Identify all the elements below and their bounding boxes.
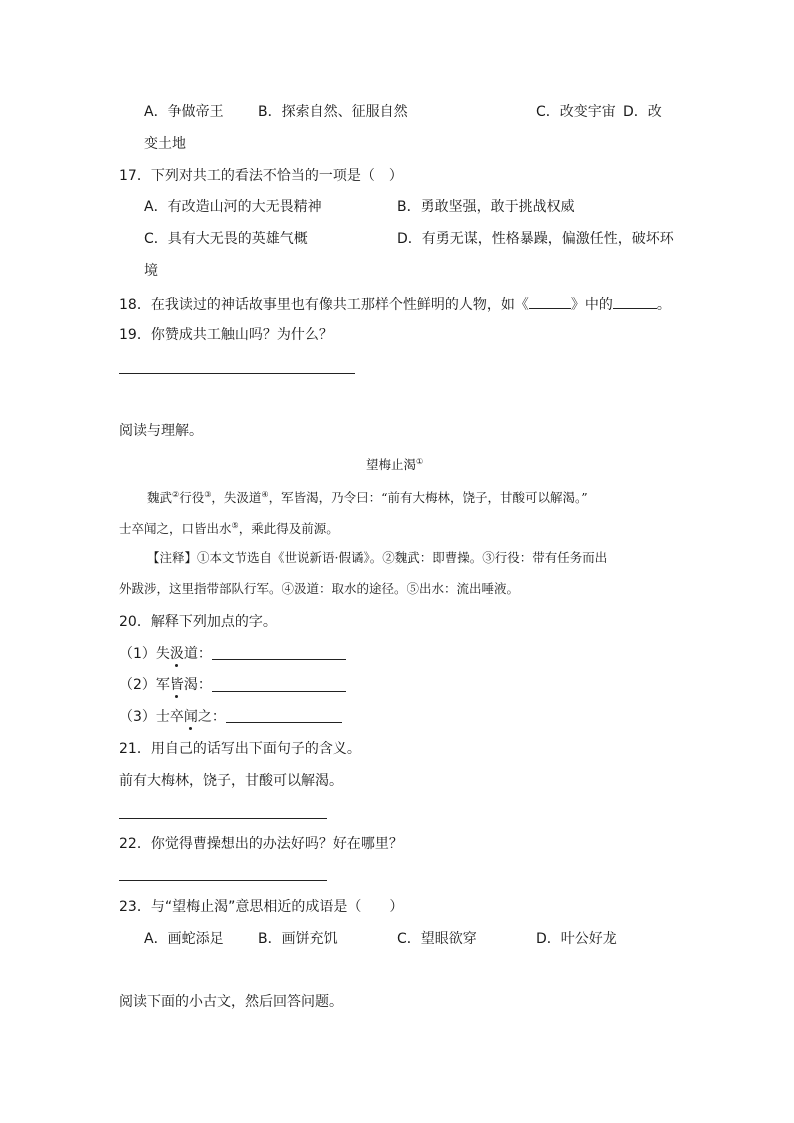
q20-item-1 (119, 645, 212, 663)
q22-stem: 22．你觉得曹操想出的办法好吗？好在哪里？ (119, 836, 403, 852)
q19-answer-line[interactable] (119, 373, 355, 374)
passage-text: 士卒闻之，口皆出水 (119, 521, 232, 537)
passage-text: 行役 (179, 490, 205, 506)
dotted-char: 汲 (169, 646, 184, 662)
item-number: （1） (119, 646, 156, 662)
q20-item-3-answer-line[interactable] (226, 722, 342, 723)
q23-option-a: A．画蛇添足 (144, 931, 224, 947)
q18-blank-character[interactable] (613, 294, 657, 309)
item-text: 失 (155, 646, 170, 662)
q21-sentence: 前有大梅林，饶子，甘酸可以解渴。 (119, 773, 343, 789)
q23-option-c: C．望眼欲穿 (397, 931, 477, 947)
passage-line-2 (119, 517, 339, 538)
footnote-marker: ⑤ (231, 521, 239, 530)
q20-stem: 20．解释下列加点的字。 (119, 614, 277, 630)
footnote-marker: ② (172, 490, 180, 499)
q17-option-c: C．具有大无畏的英雄气概 (144, 231, 308, 247)
q20-item-2 (119, 676, 212, 694)
footnote-marker: ④ (261, 490, 269, 499)
item-text: 士卒 (155, 709, 184, 725)
q21-stem: 21．用自己的话写出下面句子的含义。 (119, 741, 361, 757)
passage-text: ，军皆渴，乃令曰：“前有大梅林，饶子，甘酸可以解渴。” (268, 490, 588, 506)
dotted-char: 闻 (183, 709, 198, 725)
q23-option-b: B．画饼充饥 (258, 931, 338, 947)
passage-line-1 (147, 486, 588, 507)
q16-option-b: B．探索自然、征服自然 (258, 104, 408, 120)
q16-option-c: C．改变宇宙 (536, 104, 616, 120)
passage-title-note: ① (416, 457, 424, 466)
q20-item-1-answer-line[interactable] (212, 659, 346, 660)
q16-option-d-continued: 变土地 (144, 136, 186, 152)
item-number: （2） (119, 677, 156, 693)
q17-option-b: B．勇敢坚强，敢于挑战权威 (397, 199, 575, 215)
reading-section-heading: 阅读与理解。 (119, 423, 203, 439)
q23-option-d: D．叶公好龙 (536, 931, 617, 947)
item-number: （3） (119, 709, 156, 725)
dotted-char: 皆 (169, 677, 184, 693)
q21-answer-line[interactable] (119, 818, 327, 819)
q18-text-part3: 。 (656, 297, 671, 313)
q18-blank-story[interactable] (529, 294, 571, 309)
next-reading-section-heading: 阅读下面的小古文，然后回答问题。 (119, 994, 343, 1010)
q16-option-d: D．改 (623, 104, 662, 120)
q22-answer-line[interactable] (119, 880, 327, 881)
item-text: 之： (197, 709, 226, 725)
q20-item-3 (119, 708, 226, 726)
q19-stem: 19．你赞成共工触山吗？为什么？ (119, 327, 333, 343)
item-text: 军 (155, 677, 170, 693)
q17-option-a: A．有改造山河的大无畏精神 (144, 199, 322, 215)
passage-title (366, 453, 423, 474)
q16-option-a: A．争做帝王 (144, 104, 224, 120)
passage-text: ，乘此得及前源。 (238, 521, 339, 537)
q23-stem: 23．与“望梅止渴”意思相近的成语是（ ） (119, 899, 404, 915)
q20-item-2-answer-line[interactable] (212, 691, 346, 692)
passage-text: ，失汲道 (211, 490, 262, 506)
item-text: 道： (183, 646, 212, 662)
q17-stem: 17．下列对共工的看法不恰当的一项是（ ） (119, 168, 403, 184)
passage-notes-line-2: 外跋涉，这里指带部队行军。④汲道：取水的途径。⑤出水：流出唾液。 (119, 581, 520, 596)
item-text: 渴： (183, 677, 212, 693)
passage-notes-line-1: 【注释】①本文节选自《世说新语·假谲》。②魏武：即曹操。③行役：带有任务而出 (147, 550, 608, 565)
q17-option-d: D．有勇无谋，性格暴躁，偏激任性，破坏环 (397, 231, 674, 247)
q18-text-part1: 18．在我读过的神话故事里也有像共工那样个性鲜明的人物，如《 (119, 297, 529, 313)
q18-stem (119, 294, 671, 314)
q18-text-part2: 》中的 (570, 297, 613, 313)
footnote-marker: ③ (204, 490, 212, 499)
passage-title-text: 望梅止渴 (366, 457, 417, 473)
passage-text: 魏武 (147, 490, 173, 506)
q17-option-d-continued: 境 (144, 263, 158, 279)
